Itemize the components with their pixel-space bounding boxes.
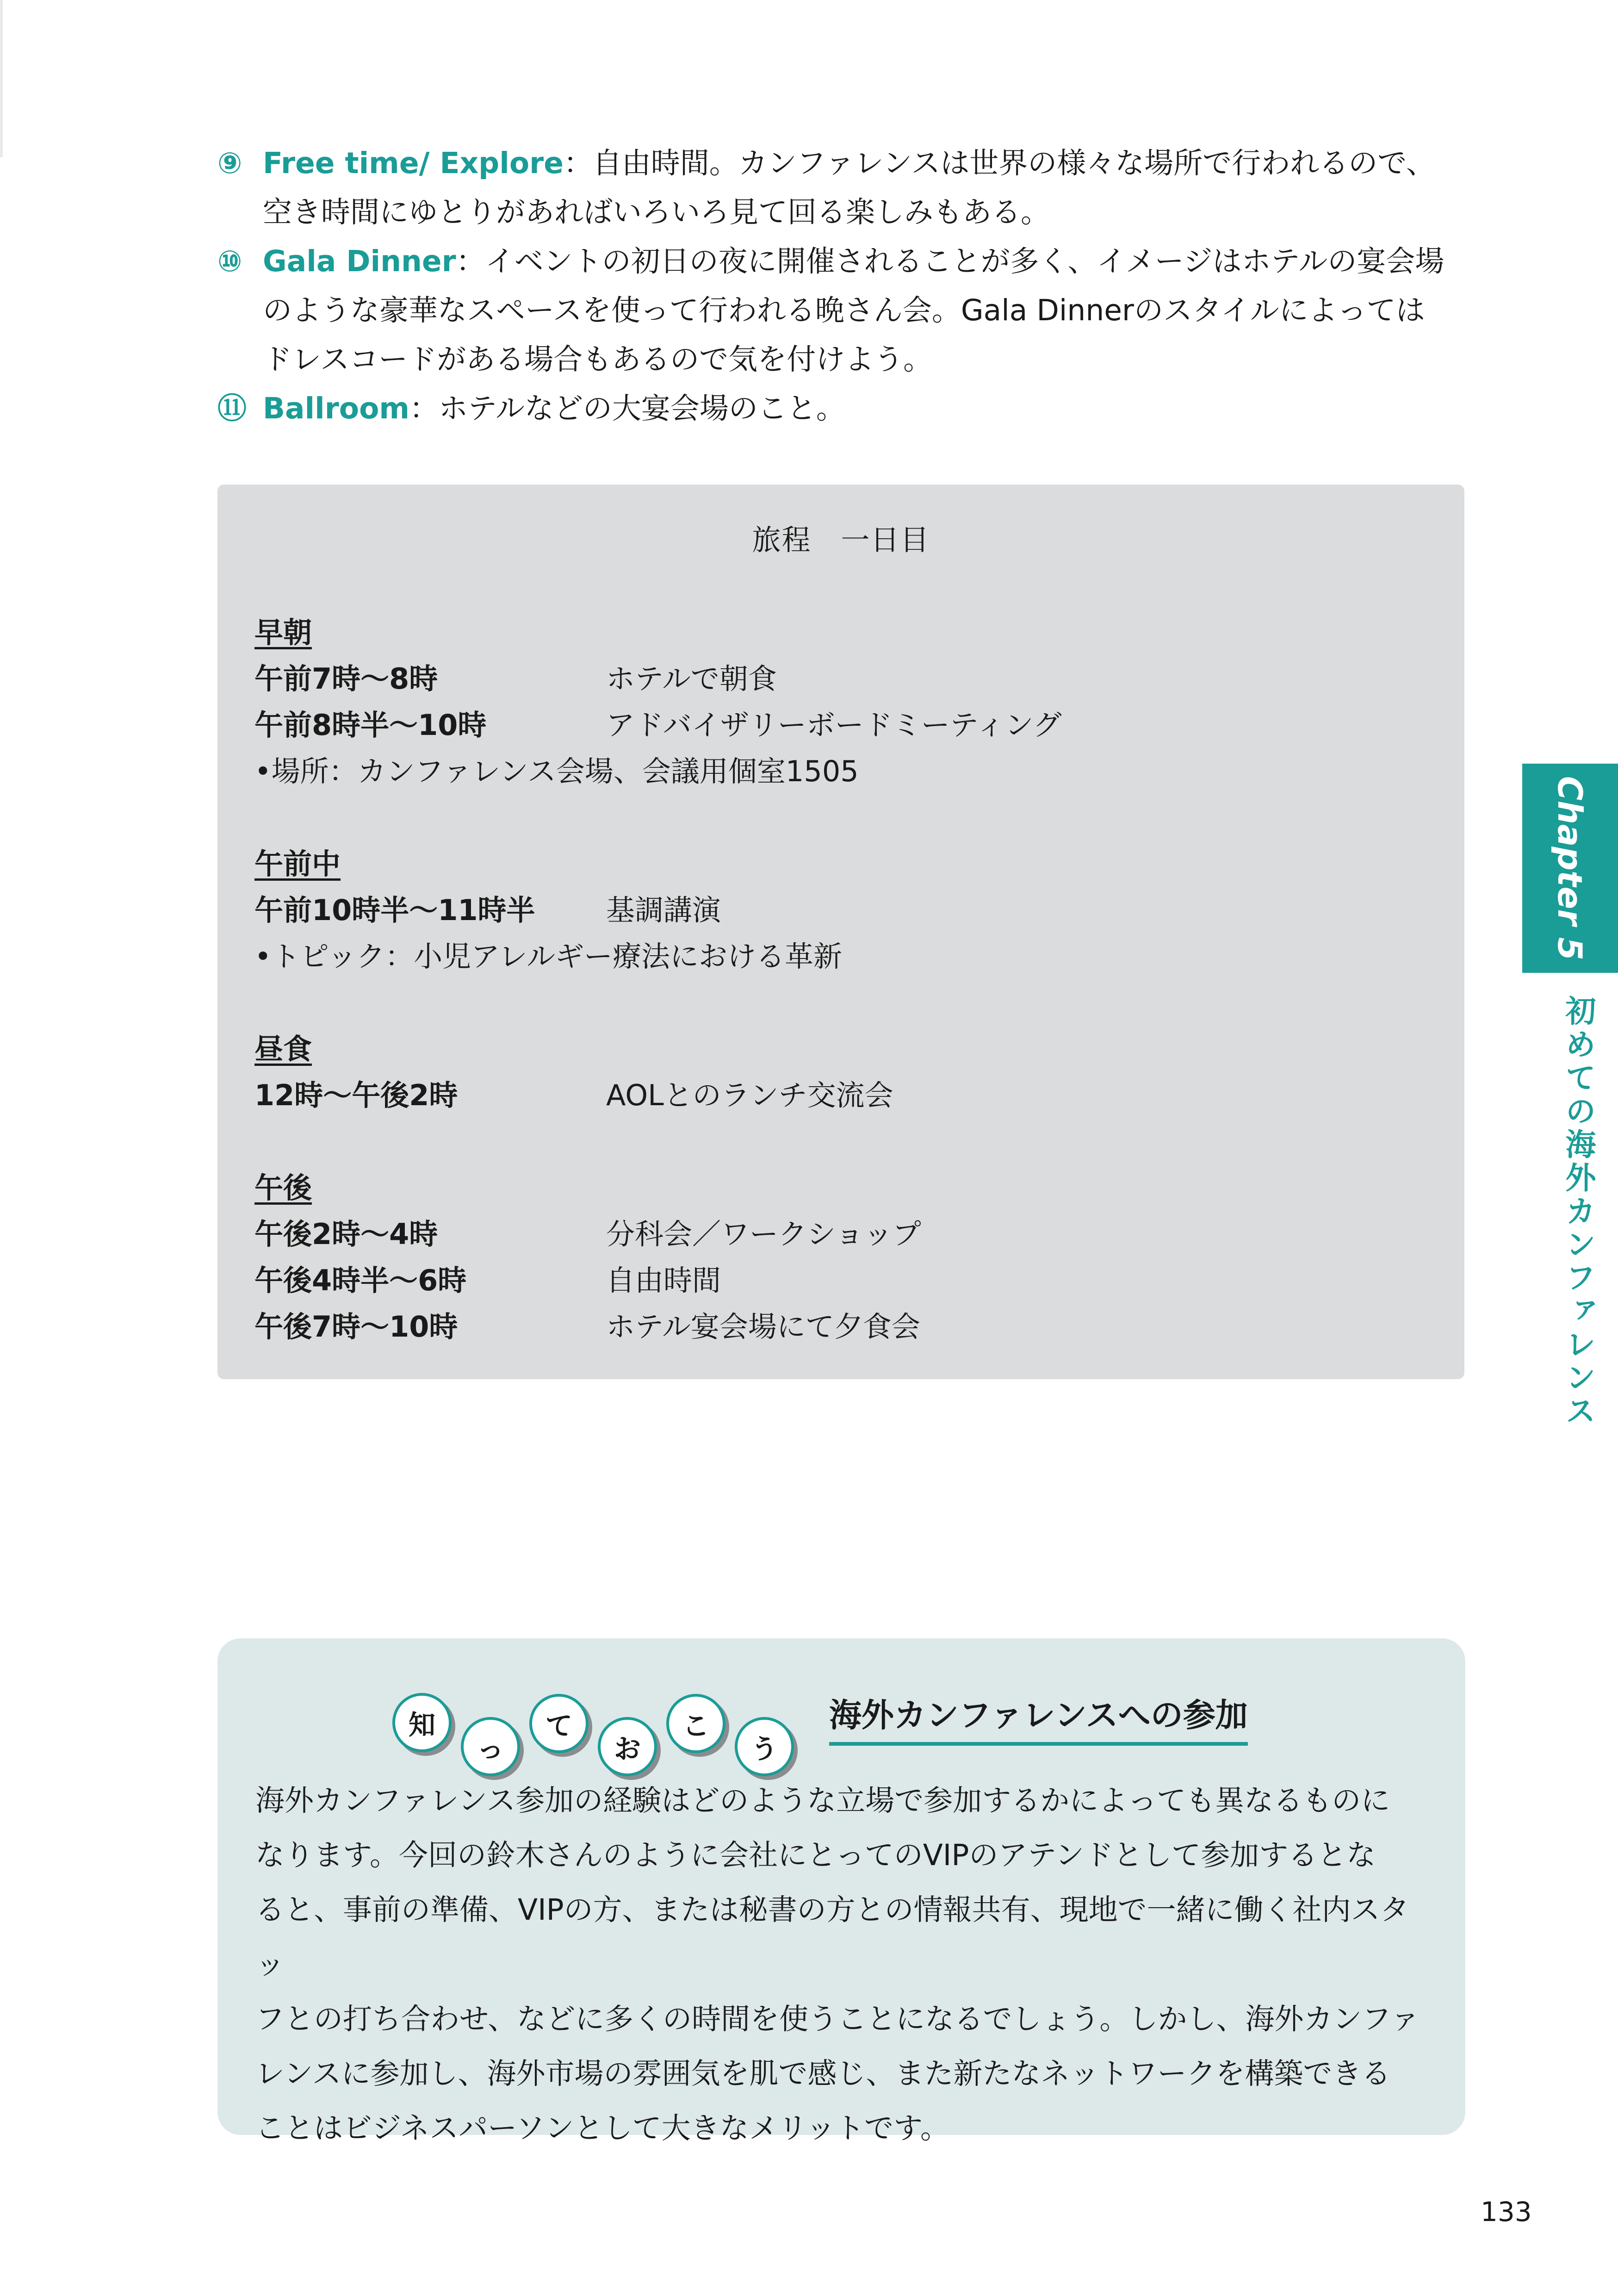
section-heading: 早朝: [254, 616, 312, 649]
definition-text: ドレスコードがある場合もあるので気を付けよう。: [263, 342, 933, 376]
itinerary-section: [254, 841, 1434, 980]
badge-bubble: こ: [666, 1694, 725, 1753]
definition-text: イベントの初日の夜に開催されることが多く、イメージはホテルの宴会場: [485, 244, 1444, 278]
definition-text: のような豪華なスペースを使って行われる晩さん会。Gala Dinnerのスタイルによっては: [263, 293, 1425, 327]
column-line: フとの打ち合わせ、などに多くの時間を使うことになるでしょう。しかし、海外カンファ: [255, 2002, 1420, 2036]
definition-number: ⑩: [217, 244, 242, 278]
schedule-event: 自由時間: [606, 1263, 721, 1297]
schedule-row: [254, 1072, 1434, 1119]
schedule-time: 午後4時半〜6時: [254, 1263, 467, 1297]
definition-number: ⑨: [217, 146, 242, 180]
schedule-row: [254, 1304, 1434, 1350]
column-line: レンスに参加し、海外市場の雰囲気を肌で感じ、また新たなネットワークを構築できる: [255, 2057, 1391, 2091]
itinerary-section: [254, 1165, 1434, 1350]
schedule-time: 午前10時半〜11時半: [254, 893, 535, 927]
section-heading: 昼食: [254, 1032, 312, 1066]
column-body: [255, 1773, 1426, 2156]
page-edge-mark: [0, 0, 3, 157]
definition-text: 空き時間にゆとりがあればいろいろ見て回る楽しみもある。: [263, 195, 1050, 229]
definition-separator: ：: [456, 244, 485, 278]
schedule-event: ホテルで朝食: [606, 662, 777, 696]
definition-term: Gala Dinner: [263, 244, 456, 278]
schedule-row: [254, 1257, 1434, 1304]
badge-bubble: て: [529, 1694, 589, 1753]
schedule-row: [254, 656, 1434, 702]
definition-term: Free time/ Explore: [263, 146, 564, 180]
chapter-tab: [1522, 764, 1618, 973]
column-line: なります。今回の鈴木さんのように会社にとってのVIPのアテンドとして参加するとな: [255, 1838, 1376, 1872]
schedule-time: 午後2時〜4時: [254, 1217, 438, 1251]
definition-text: 自由時間。カンファレンスは世界の様々な場所で行われるので、: [592, 146, 1435, 180]
column-line: ると、事前の準備、VIPの方、または秘書の方との情報共有、現地で一緒に働く社内スタッ: [255, 1893, 1409, 1981]
definition-item: [217, 384, 1467, 433]
badge-bubble: う: [735, 1717, 794, 1776]
definition-list: [217, 139, 1467, 433]
chapter-label: Chapter 5: [1550, 776, 1589, 961]
column-title: 海外カンファレンスへの参加: [829, 1693, 1248, 1746]
schedule-event: ホテル宴会場にて夕食会: [606, 1310, 920, 1344]
schedule-row: [254, 887, 1434, 933]
badge-bubble: 知: [392, 1693, 452, 1752]
schedule-event: 分科会／ワークショップ: [606, 1217, 921, 1251]
section-heading: 午後: [254, 1171, 312, 1205]
schedule-row: [254, 702, 1434, 748]
definition-number: ⑪: [217, 392, 247, 425]
schedule-note: •場所：カンファレンス会場、会議用個室1505: [254, 754, 859, 788]
badge-bubble: っ: [461, 1717, 520, 1776]
definition-item: [217, 237, 1467, 384]
schedule-event: AOLとのランチ交流会: [606, 1078, 893, 1112]
definition-separator: ：: [563, 146, 593, 180]
definition-separator: ：: [409, 392, 439, 425]
definition-text: ホテルなどの大宴会場のこと。: [439, 392, 845, 425]
column-box: [217, 1638, 1465, 2145]
schedule-time: 12時〜午後2時: [254, 1078, 458, 1112]
schedule-time: 午前7時〜8時: [254, 662, 438, 696]
itinerary-title: 旅程 一日目: [752, 523, 930, 557]
section-heading: 午前中: [254, 847, 341, 881]
badge-bubble: お: [598, 1717, 657, 1776]
schedule-time: 午後7時〜10時: [254, 1310, 458, 1344]
column-line: ことはビジネスパーソンとして大きなメリットです。: [255, 2111, 950, 2145]
definition-item: [217, 139, 1467, 237]
itinerary-section: [254, 1026, 1434, 1119]
schedule-event: アドバイザリーボードミーティング: [606, 708, 1062, 742]
page-number: 133: [1481, 2196, 1532, 2228]
schedule-event: 基調講演: [606, 893, 721, 927]
itinerary-body: [254, 610, 1434, 1396]
itinerary-section: [254, 610, 1434, 795]
definition-term: Ballroom: [263, 392, 409, 425]
column-line: 海外カンファレンス参加の経験はどのような立場で参加するかによっても異なるものに: [255, 1784, 1390, 1817]
schedule-note: •トピック：小児アレルギー療法における革新: [254, 940, 843, 973]
chapter-title: 初めての海外カンファレンス: [1560, 995, 1596, 1428]
schedule-row: [254, 1211, 1434, 1257]
itinerary-box: [217, 485, 1464, 1379]
schedule-time: 午前8時半〜10時: [254, 708, 487, 742]
